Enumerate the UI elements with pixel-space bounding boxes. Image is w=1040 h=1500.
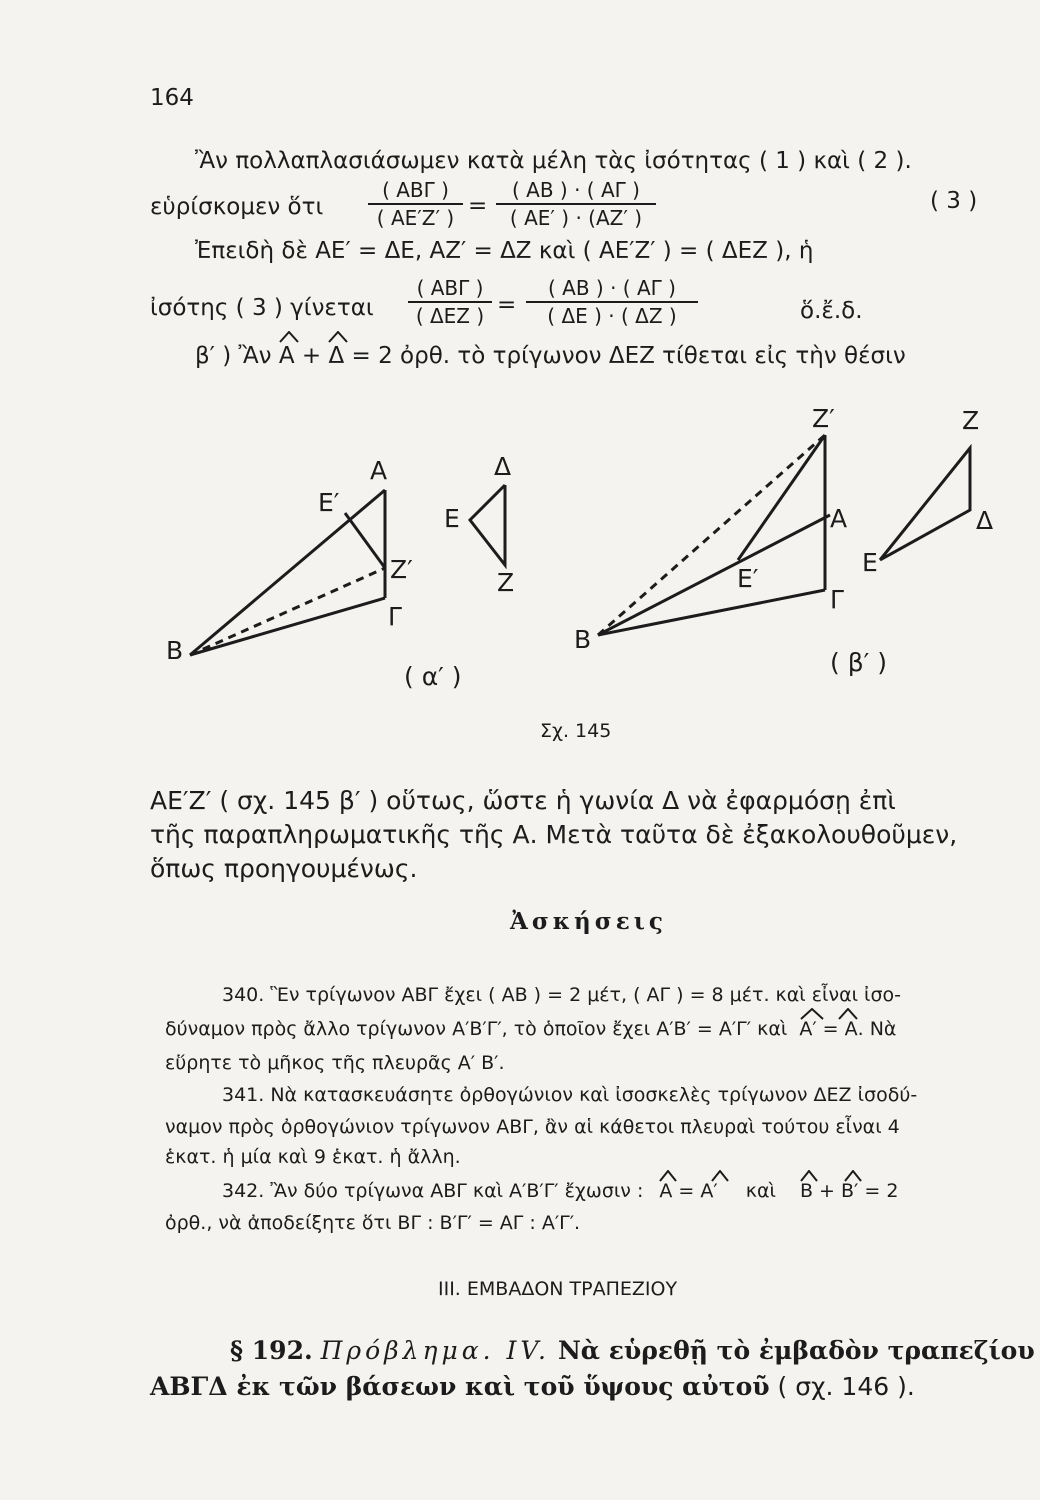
- caption-b: ( β′ ): [830, 648, 888, 677]
- ex340-line-2-text: δύναμον πρὸς ἄλλο τρίγωνον Α′Β′Γ′, τὸ ὁποῖον ἔχει Α′Β′ = Α′Γ′ καὶ: [165, 1018, 788, 1040]
- plus-sign: +: [294, 343, 329, 369]
- label-b-z: Ζ: [962, 406, 980, 435]
- label-g: Γ: [388, 602, 402, 631]
- problem-text-1: Νὰ εὑρεθῇ τὸ ἐμβαδὸν τραπεζίου: [557, 1336, 1035, 1365]
- ex342-angle-eq-2: [800, 1180, 898, 1202]
- caption-a: ( α′ ): [404, 662, 462, 691]
- problem-line-2: [150, 1372, 915, 1401]
- eq3-lhs-numerator: ( ΑΒΓ ): [382, 178, 449, 202]
- eq-final-prefix: ἰσότης ( 3 ) γίνεται: [150, 295, 374, 321]
- beta-rest: = 2 ὀρθ. τὸ τρίγωνον ΔΕΖ τίθεται εἰς τὴν θέσιν: [344, 343, 906, 369]
- angle-a-letter: Α: [278, 343, 295, 369]
- ex342-line-2: ὀρθ., νὰ ἀποδείξητε ὅτι ΒΓ : Β′Γ′ = ΑΓ : Α′Γ′.: [165, 1212, 581, 1234]
- problem-number: § 192.: [230, 1336, 313, 1365]
- cont-line-1: ΑΕ′Ζ′ ( σχ. 145 β′ ) οὕτως, ὥστε ἡ γωνία Δ νὰ ἐφαρμόσῃ ἐπὶ: [150, 786, 896, 815]
- ex341-line-3: ἑκατ. ἡ μία καὶ 9 ἑκατ. ἡ ἄλλη.: [165, 1146, 461, 1168]
- angle-hat-icon: [711, 1170, 729, 1182]
- label-e-prime: Ε′: [318, 488, 340, 517]
- angle-equality: [799, 1018, 857, 1040]
- qed-mark: ὅ.ἔ.δ.: [800, 298, 863, 324]
- problem-ref: ( σχ. 146 ).: [769, 1372, 915, 1401]
- label-b-g: Γ: [830, 585, 844, 614]
- label-b-e: Ε: [862, 548, 878, 577]
- angle-hat-icon: [844, 1170, 862, 1182]
- eq-final-rhs-numerator: ( ΑΒ ) · ( ΑΓ ): [548, 276, 676, 300]
- label-b-b: Β: [574, 625, 592, 654]
- label-a: Α: [370, 456, 388, 485]
- triangle-right: [880, 448, 970, 560]
- ex342-angle-eq-1: [659, 1180, 717, 1202]
- ex342-angle-text-2: Β + Β′ = 2: [799, 1180, 899, 1202]
- eq3-rhs-numerator: ( ΑΒ ) · ( ΑΓ ): [512, 178, 640, 202]
- label-small-d: Δ: [494, 452, 512, 481]
- ex341-line-1: 341. Νὰ κατασκευάσητε ὀρθογώνιον καὶ ἰσοσκελὲς τρίγωνον ΔΕΖ ἰσοδύ-: [222, 1084, 918, 1106]
- angle-hat-icon: [800, 1170, 818, 1182]
- equals-sign: =: [468, 193, 488, 219]
- segment-ba: [190, 490, 385, 655]
- ex340-line-1: 340. Ἓν τρίγωνον ΑΒΓ ἔχει ( ΑΒ ) = 2 μέτ, ( ΑΓ ) = 8 μέτ. καὶ εἶναι ἰσο-: [222, 984, 902, 1006]
- eq-final-lhs-denominator: ( ΔΕΖ ): [415, 304, 485, 328]
- page-number: 164: [150, 85, 194, 111]
- problem-text-2: ΑΒΓΔ ἐκ τῶν βάσεων καὶ τοῦ ὕψους αὐτοῦ: [150, 1372, 770, 1401]
- angle-d-letter: Δ: [328, 343, 345, 369]
- ex342-text: 342. Ἂν δύο τρίγωνα ΑΒΓ καὶ Α′Β′Γ′ ἔχωσιν :: [222, 1180, 644, 1202]
- segment-bg: [190, 598, 385, 655]
- cont-line-2: τῆς παραπληρωματικῆς τῆς Α. Μετὰ ταῦτα δὲ ἐξακολουθοῦμεν,: [150, 820, 958, 849]
- segment-bz-dashed: [190, 568, 385, 655]
- triangle-dez: [470, 485, 505, 565]
- ex342-line-1: [222, 1180, 898, 1202]
- angle-hat-icon: [838, 1008, 858, 1020]
- angle-hat-icon: [799, 1008, 825, 1020]
- segment-e-z: [345, 513, 385, 568]
- angle-hat-icon: [659, 1170, 677, 1182]
- eq3-rhs-denominator: ( ΑΕ′ ) · (ΑΖ′ ): [509, 206, 643, 230]
- ex342-and: καὶ: [745, 1180, 776, 1202]
- section-title: ΙΙΙ. ΕΜΒΑΔΟΝ ΤΡΑΠΕΖΙΟΥ: [438, 1278, 678, 1300]
- label-small-z: Ζ: [497, 568, 515, 597]
- eq-final-rhs-denominator: ( ΔΕ ) · ( ΔΖ ): [547, 304, 677, 328]
- ex341-line-2: ναμον πρὸς ὀρθογώνιον τρίγωνον ΑΒΓ, ἂν αἱ κάθετοι πλευραὶ τούτου εἶναι 4: [165, 1116, 900, 1138]
- equals-sign: =: [497, 292, 517, 318]
- label-b-d: Δ: [976, 506, 994, 535]
- beta-start: β′ ) Ἂν: [195, 343, 272, 369]
- ex342-angle-text-1: Α = Α′: [659, 1180, 718, 1202]
- since-line: Ἐπειδὴ δὲ ΑΕ′ = ΔΕ, ΑΖ′ = ΔΖ καὶ ( ΑΕ′Ζ′ ) = ( ΔΕΖ ), ἡ: [195, 238, 814, 264]
- eq3-prefix: εὑρίσκομεν ὅτι: [150, 194, 324, 220]
- exercises-heading: Ἀσκήσεις: [510, 908, 667, 935]
- label-b: Β: [166, 636, 184, 665]
- figure-caption: Σχ. 145: [540, 720, 612, 742]
- eq3-label: ( 3 ): [930, 188, 978, 214]
- label-b-a: Α: [830, 504, 848, 533]
- intro-line: Ἂν πολλαπλασιάσωμεν κατὰ μέλη τὰς ἰσότητας ( 1 ) καὶ ( 2 ).: [195, 148, 912, 174]
- problem-word: Πρόβλημα. IV.: [320, 1336, 550, 1365]
- eq-final-lhs-numerator: ( ΑΒΓ ): [416, 276, 484, 300]
- ex340-angle-text: Α′ = Α: [799, 1018, 858, 1040]
- eq3-lhs-denominator: ( ΑΕ′Ζ′ ): [376, 206, 455, 230]
- label-small-e: Ε: [444, 504, 460, 533]
- ex340-line-3: εὕρητε τὸ μῆκος τῆς πλευρᾶς Α′ Β′.: [165, 1052, 505, 1074]
- label-b-e-prime: Ε′: [737, 564, 759, 593]
- problem-line-1: [230, 1336, 1035, 1365]
- label-b-z-prime: Ζ′: [812, 404, 835, 433]
- ex340-line-2: [165, 1018, 896, 1040]
- label-z-prime: Ζ′: [390, 555, 413, 584]
- segment-b-g: [598, 590, 825, 635]
- cont-line-3: ὅπως προηγουμένως.: [150, 854, 418, 883]
- ex340-line-2-end: . Νὰ: [857, 1018, 897, 1040]
